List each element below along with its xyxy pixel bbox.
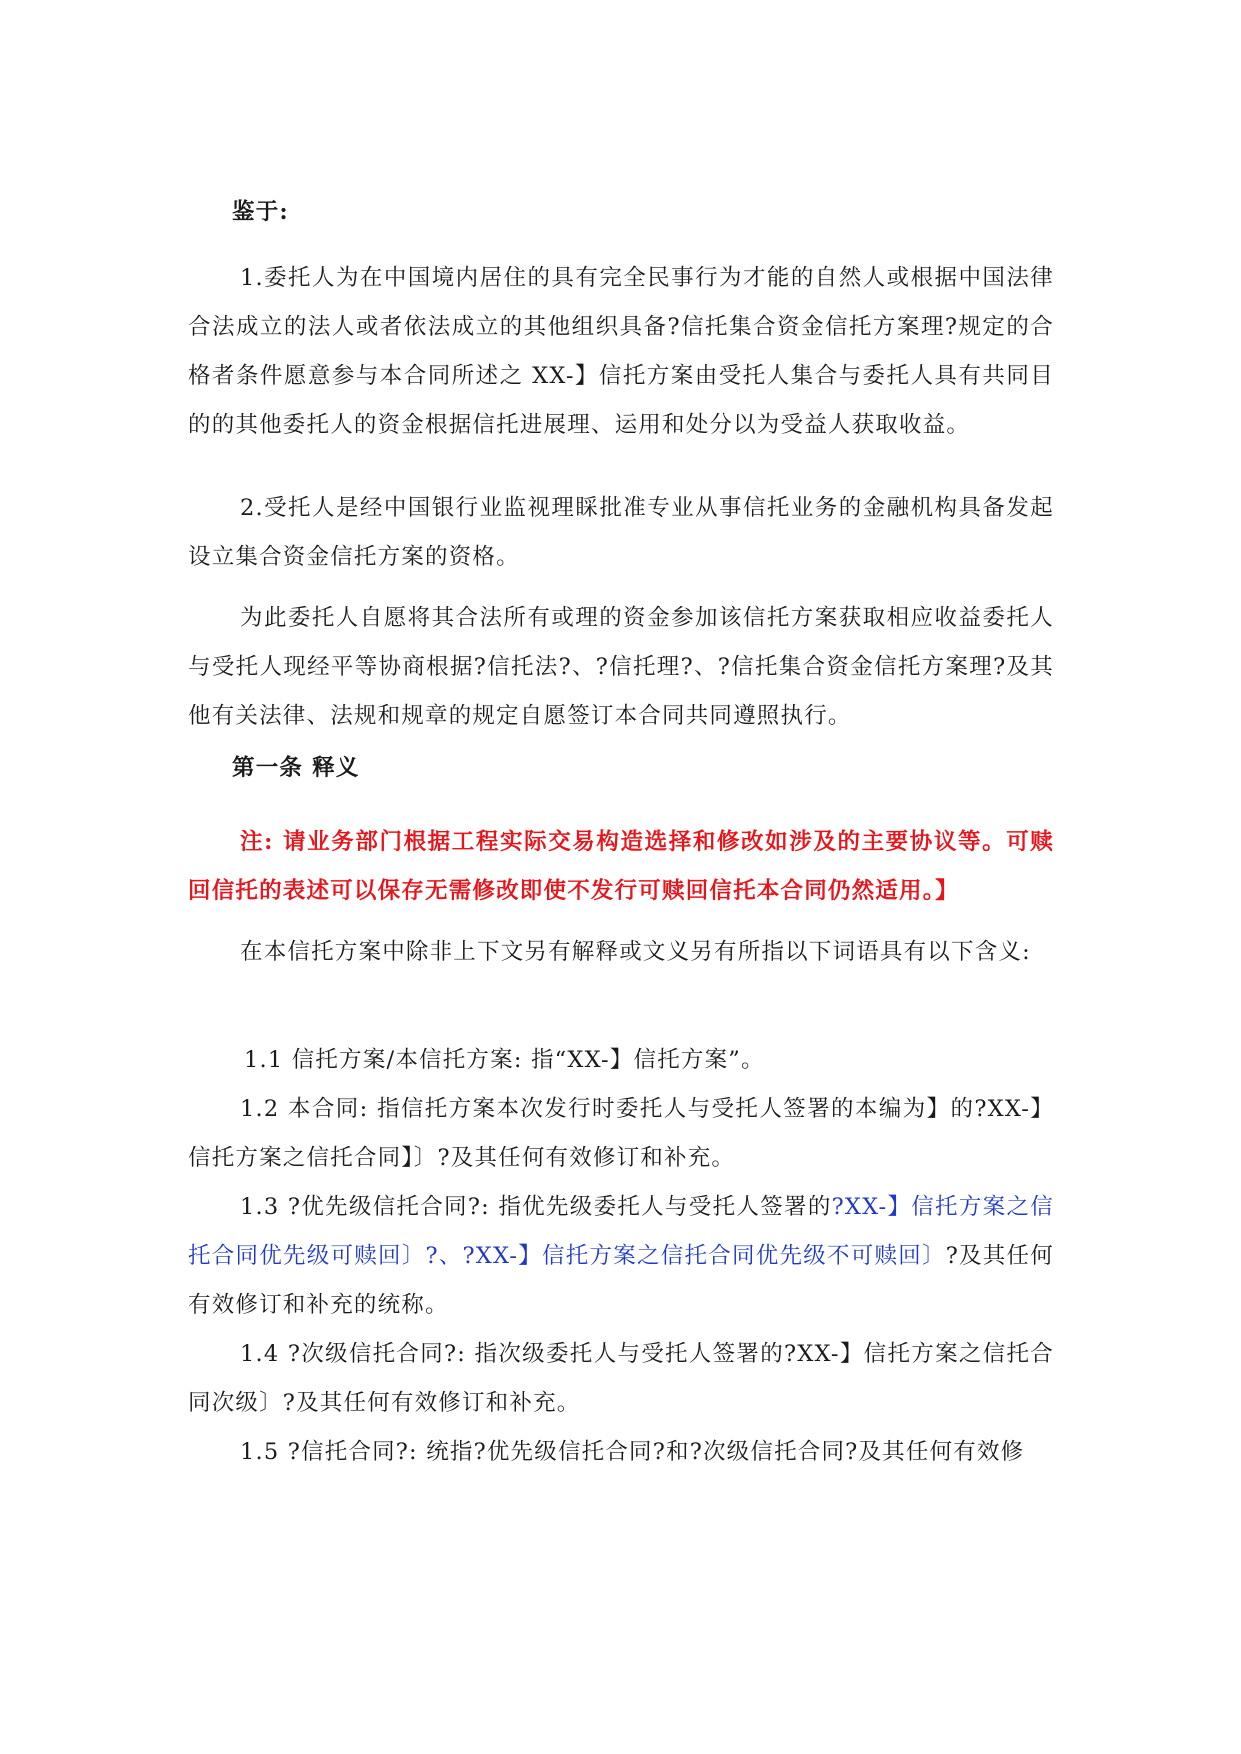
- recital-2: 2.受托人是经中国银行业监视理睬批准专业从事信托业务的金融机构具备发起设立集合资金信托方案的资格。: [188, 495, 1054, 570]
- definitions-intro: 在本信托方案中除非上下文另有解释或文义另有所指以下词语具有以下含义:: [240, 939, 1031, 965]
- clause-1-3-text: 1.3 ?优先级信托合同?: 指优先级委托人与受托人签署的: [240, 1194, 832, 1220]
- red-note: 注: 请业务部门根据工程实际交易构造选择和修改如涉及的主要协议等。可赎回信托的表述可以保存无需修改即使不发行可赎回信托本合同仍然适用。】: [188, 829, 1054, 904]
- clause-1-3-link[interactable]: ?XX-】信托方案之信托合同优先级可赎回〕?、?XX-】信托方案之信托合同优先级不可赎回〕: [188, 1194, 1054, 1269]
- recital-3: 为此委托人自愿将其合法所有或理的资金参加该信托方案获取相应收益委托人与受托人现经平等协商根据?信托法?、?信托理?、?信托集合资金信托方案理?及其他有关法律、法规和规章的规定自愿签订本合同共同遵照执行。: [188, 605, 1054, 729]
- heading-whereas: 鉴于:: [232, 199, 289, 225]
- recital-1: 1.委托人为在中国境内居住的具有完全民事行为才能的自然人或根据中国法律合法成立的法人或者依法成立的其他组织具备?信托集合资金信托方案理?规定的合格者条件愿意参与本合同所述之 XX-】信托方案由受托人集合与委托人具有共同目的的其他委托人的资金根据信托进展理、运用和处分以为受益人获取收益。: [188, 265, 1054, 438]
- clause-1-3-tail: ?及其任何有效修订和补充的统称。: [188, 1243, 1054, 1318]
- clause-1-2: 1.2 本合同: 指信托方案本次发行时委托人与受托人签署的本编为】的?XX-】信托方案之信托合同】〕?及其任何有效修订和补充。: [188, 1096, 1054, 1171]
- clause-1-1: 1.1 信托方案/本信托方案: 指“XX-】信托方案”。: [244, 1047, 765, 1073]
- clause-1-5: 1.5 ?信托合同?: 统指?优先级信托合同?和?次级信托合同?及其任何有效修: [240, 1439, 1025, 1465]
- article-1-title: 第一条 释义: [232, 755, 360, 781]
- clause-1-4: 1.4 ?次级信托合同?: 指次级委托人与受托人签署的?XX-】信托方案之信托合同次级〕?及其任何有效修订和补充。: [188, 1341, 1054, 1416]
- clause-1-3: [188, 1183, 1054, 1330]
